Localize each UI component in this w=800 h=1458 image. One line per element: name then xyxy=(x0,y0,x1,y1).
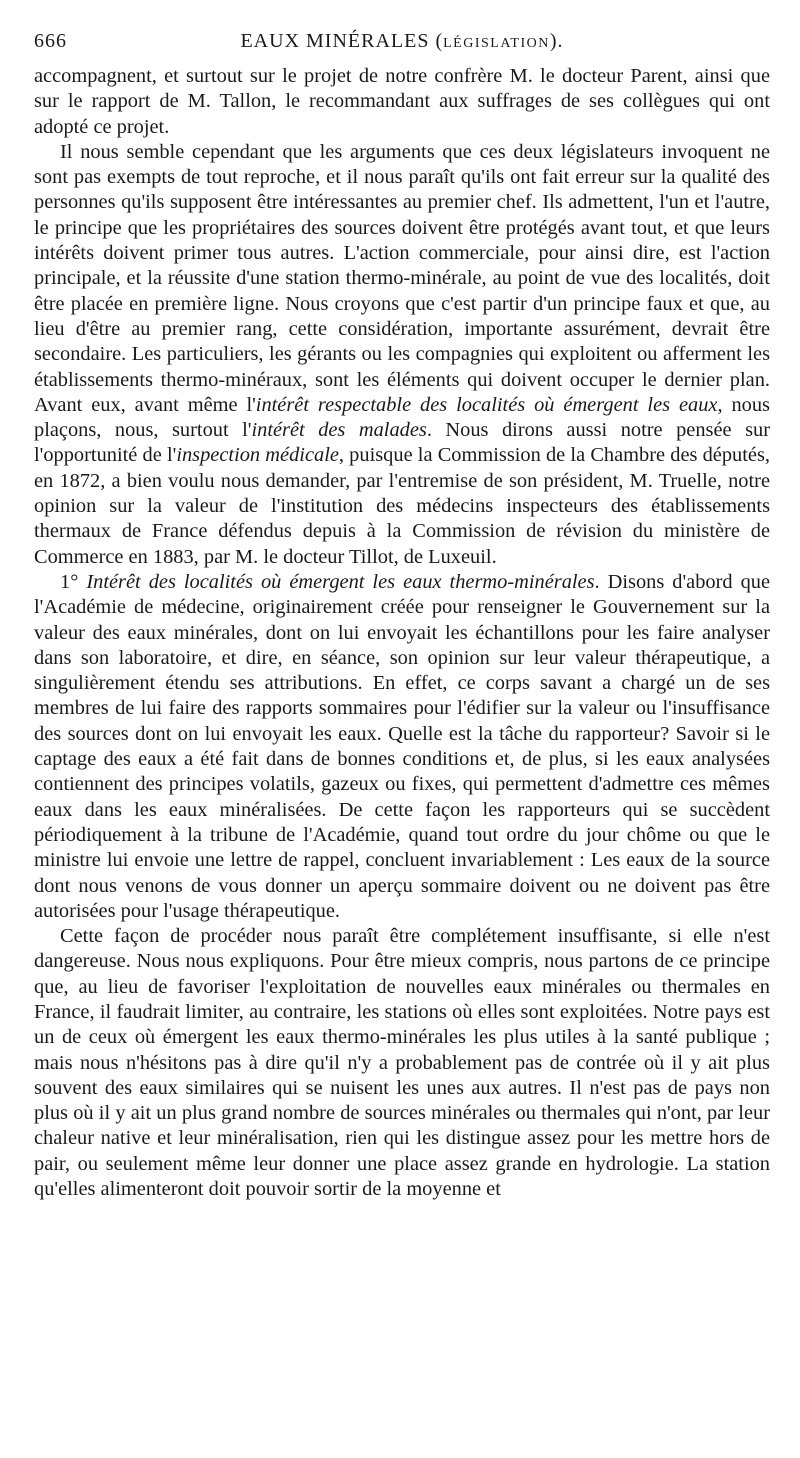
page-body xyxy=(34,64,770,1202)
paragraph-1: accompagnent, et surtout sur le projet de notre confrère M. le docteur Parent, ainsi que sur le rapport de M. Tallon, le recommandant aux suffrages de ses collègues qui ont adopté ce projet. xyxy=(34,65,770,138)
paragraph-2-text-g: , puisque la Commission de la Chambre des députés, en 1872, a bien voulu nous demander, par l'entremise de son président, M. Truelle, notre opinion sur la valeur de l'institution des médecins inspecteurs des établissements thermaux de France défendus depuis à la Commission de révision du ministère de Commerce en 1883, par M. le docteur Tillot, de Luxeuil. xyxy=(34,444,770,568)
paragraph-2-italic-inspection: inspection médicale xyxy=(176,444,339,467)
paragraph-2 xyxy=(34,140,770,570)
paragraph-3 xyxy=(34,570,770,924)
paragraph-2-text-e: . Nous dirons aussi notre pensée sur l'opportunité de l' xyxy=(34,419,770,467)
paragraph-2-italic-malades: intérêt des malades xyxy=(251,419,427,442)
paragraph-2-text-a: Il nous semble cependant que les arguments que ces deux législateurs invoquent ne sont pas exempts de tout reproche, et il nous paraît qu'ils ont fait erreur sur la qualité des personnes qu'ils supposent être intéressantes au premier chef. Ils admettent, l'un et l'autre, le principe que les propriétaires des sources doivent être protégés avant tout, et que leurs intérêts doivent primer tous autres. L'action commerciale, pour ainsi dire, est l'action principale, et la réussite d'une station thermo-minérale, au point de vue des localités, doit être placée en première ligne. Nous croyons que c'est partir d'un principe faux et que, au lieu d'être au premier rang, cette considération, importante assurément, devrait être secondaire. Les particuliers, les gérants ou les compagnies qui exploitent ou afferment les établissements thermo-minéraux, sont les éléments qui doivent occuper le dernier plan. Avant eux, avant même l' xyxy=(34,140,770,416)
page-number: 666 xyxy=(34,30,67,52)
running-title-main: EAUX MINÉRALES ( xyxy=(240,30,444,52)
paragraph-3-text: . Disons d'abord que l'Académie de médecine, originairement créée pour renseigner le Gouvernement sur la valeur des eaux minérales, dont on lui envoyait les échantillons pour les faire analyser dans son laboratoire, et dire, en séance, son opinion sur leur valeur thérapeutique, a singulièrement étendu ses attributions. En effet, ce corps savant a chargé un de ses membres de lui faire des rapports sommaires pour l'édifier sur la valeur ou l'insuffisance des sources dont on lui envoyait les eaux. Quelle est la tâche du rapporteur? Savoir si le captage des eaux a été fait dans de bonnes conditions et, de plus, si les eaux analysées contiennent des principes volatils, gazeux ou fixes, qui permettent d'admettre ces mêmes eaux dans les eaux minéralisées. De cette façon les rapporteurs qui se succèdent périodiquement à la tribune de l'Académie, quand tout ordre du jour chôme ou que le ministre lui envoie une lettre de rappel, concluent invariablement : Les eaux de la source dont nous venons de vous donner un aperçu sommaire doivent ou ne doivent pas être autorisées pour l'usage thérapeutique. xyxy=(34,570,771,922)
book-page xyxy=(34,30,770,1202)
paragraph-2-text-c: , nous plaçons, nous, surtout l' xyxy=(34,393,770,442)
running-title xyxy=(34,30,770,53)
section-number: 1° xyxy=(60,570,79,593)
running-title-smallcaps: LÉGISLATION xyxy=(443,36,550,51)
paragraph-2-italic-localites: intérêt respectable des localités où émergent les eaux xyxy=(255,393,718,416)
section-title: Intérêt des localités où émergent les eaux thermo-minérales xyxy=(86,570,595,593)
paragraph-4: Cette façon de procéder nous paraît être complétement insuffisante, si elle n'est dangereuse. Nous nous expliquons. Pour être mieux compris, nous partons de ce principe que, au lieu de favoriser l'exploitation de nouvelles eaux minérales ou thermales en France, il faudrait limiter, au contraire, les stations où elles sont exploitées. Notre pays est un de ceux où émergent les eaux thermo-minérales les plus utiles à la santé publique ; mais nous n'hésitons pas à dire qu'il n'y a probablement pas de contrée où il y ait plus souvent des eaux similaires qui se nuisent les unes aux autres. Il n'est pas de pays non plus où il y ait un plus grand nombre de sources minérales ou thermales qui n'ont, par leur chaleur native et leur minéralisation, rien qui les distingue assez pour les mettre hors de pair, ou seulement même leur donner une place assez grande en hydrologie. La station qu'elles alimenteront doit pouvoir sortir de la moyenne et xyxy=(34,925,770,1201)
running-title-end: ). xyxy=(549,30,564,52)
page-header xyxy=(34,30,770,60)
